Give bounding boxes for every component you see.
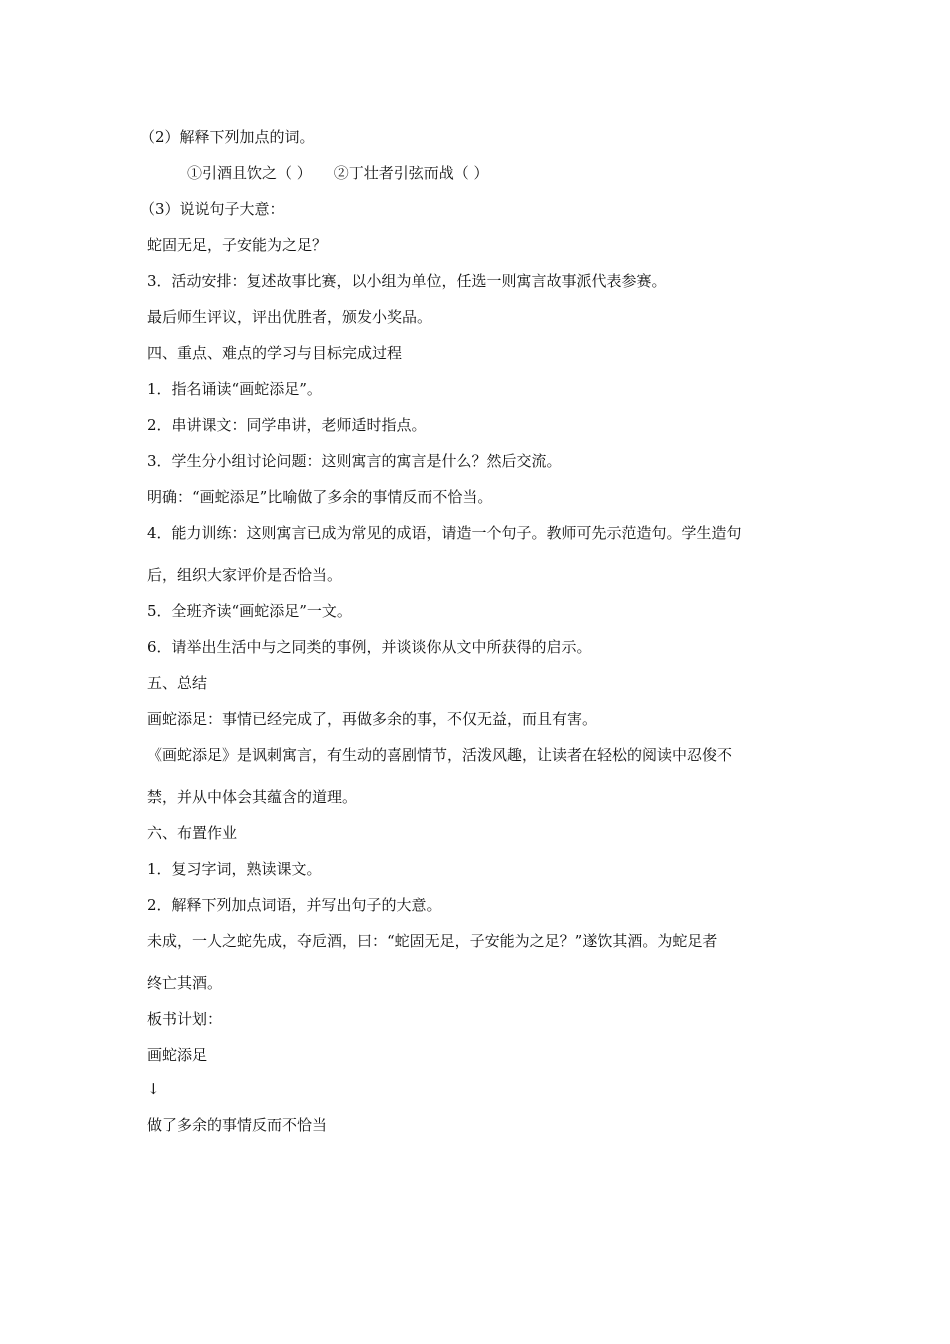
blank-question-2: ②丁壮者引弦而战（ ） xyxy=(333,164,489,182)
text-line: 未成，一人之蛇先成，夺卮酒，曰：“蛇固无足，子安能为之足？”遂饮其酒。为蛇足者 xyxy=(147,932,718,950)
text-line: 《画蛇添足》是讽刺寓言，有生动的喜剧情节，活泼风趣，让读者在轻松的阅读中忍俊不 xyxy=(147,746,733,764)
text-line: 6．请举出生活中与之同类的事例，并谈谈你从文中所获得的启示。 xyxy=(147,638,592,656)
section-heading: 六、布置作业 xyxy=(147,824,238,842)
text-line: 终亡其酒。 xyxy=(147,974,223,992)
text-line: 禁，并从中体会其蕴含的道理。 xyxy=(147,788,358,806)
board-meaning: 做了多余的事情反而不恰当 xyxy=(147,1116,328,1134)
text-line: 2．解释下列加点词语，并写出句子的大意。 xyxy=(147,896,442,914)
text-line: 板书计划： xyxy=(147,1010,223,1028)
text-line: 最后师生评议，评出优胜者，颁发小奖品。 xyxy=(147,308,433,326)
text-line: 画蛇添足：事情已经完成了，再做多余的事，不仅无益，而且有害。 xyxy=(147,710,598,728)
text-line: 蛇固无足，子安能为之足？ xyxy=(147,236,328,254)
board-title: 画蛇添足 xyxy=(147,1046,208,1064)
text-line: 5．全班齐读“画蛇添足”一文。 xyxy=(147,602,352,620)
section-heading: 四、重点、难点的学习与目标完成过程 xyxy=(147,344,403,362)
text-line: 1．指名诵读“画蛇添足”。 xyxy=(147,380,322,398)
text-line: 3．活动安排：复述故事比赛，以小组为单位，任选一则寓言故事派代表参赛。 xyxy=(147,272,667,290)
text-line: （3）说说句子大意： xyxy=(140,200,285,218)
text-line: 明确：“画蛇添足”比喻做了多余的事情反而不恰当。 xyxy=(147,488,493,506)
text-line xyxy=(187,163,489,183)
text-line: 后，组织大家评价是否恰当。 xyxy=(147,566,343,584)
text-line: 4．能力训练：这则寓言已成为常见的成语，请造一个句子。教师可先示范造句。学生造句 xyxy=(147,524,742,542)
text-line: 2．串讲课文：同学串讲，老师适时指点。 xyxy=(147,416,427,434)
blank-question-1: ①引酒且饮之（ ） xyxy=(187,164,312,182)
section-heading: 五、总结 xyxy=(147,674,208,692)
text-line: 3．学生分小组讨论问题：这则寓言的寓言是什么？然后交流。 xyxy=(147,452,562,470)
text-line: （2）解释下列加点的词。 xyxy=(140,128,315,146)
text-line: 1．复习字词，熟读课文。 xyxy=(147,860,322,878)
down-arrow-icon: ↓ xyxy=(147,1080,160,1098)
